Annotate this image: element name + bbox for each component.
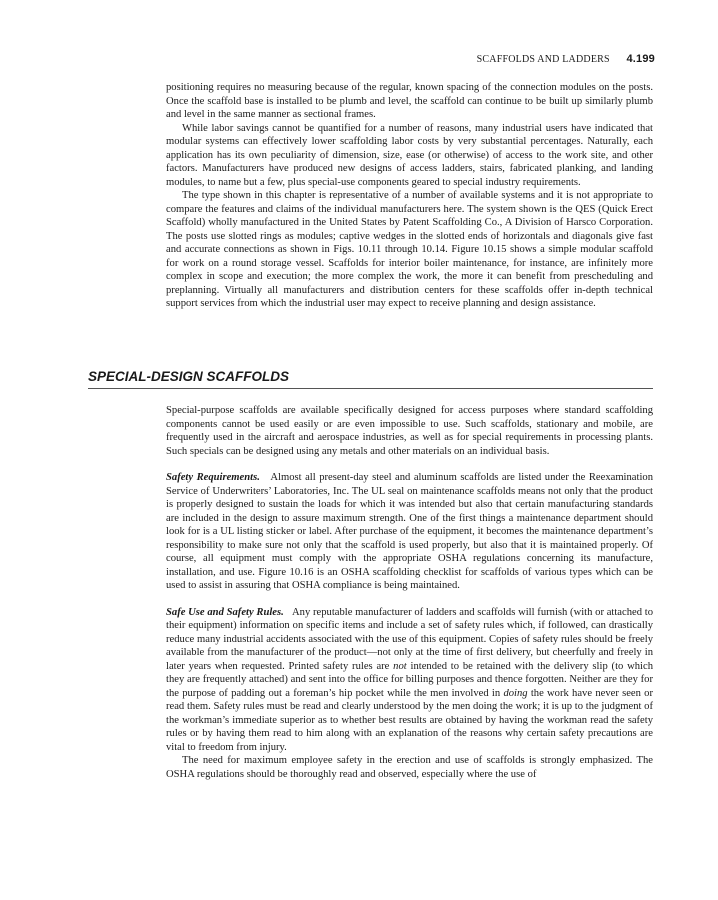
- paragraph-text: Any reputable manufacturer of ladders and scaffolds will furnish (with or attached to their equipment) information on specific items and include a set of safety rules which, if followed, can drastically reduce many industrial accidents associated with the use of this equipment. Copies of safety rules should be freely available from the manufacturer of the product—not only at the time of first delivery, but cheerfully and freely in later years when requested. Printed safety rules are: [166, 606, 653, 672]
- paragraph-text: the work have never seen or read them. Safety rules must be read and clearly understood by the men doing the work; it is up to the judgment of the workman’s immediate superior as to whether best results are obtained by having the workman read the safety rules or by having them read to him along with an explanation of the reasons why certain safety precautions are vital to freedom from injury.: [166, 687, 654, 753]
- paragraph: The type shown in this chapter is representative of a number of available systems and it is not appropriate to compare the features and claims of the individual manufacturers here. The system shown is the QES (Quick Erect Scaffold) wholly manufactured in the United States by Patent Scaffolding Co., A Division of Harsco Corporation. The posts use slotted rings as modules; captive wedges in the slotted ends of horizontals and diagonals give fast and accurate connections as shown in Figs. 10.11 through 10.14. Figure 10.15 shows a simple modular scaffold for work on a round storage vessel. Scaffolds for interior boiler maintenance, for instance, are infinitely more complex in scope and execution; the more complex the work, the more it can benefit from prescheduling and preplanning. Virtually all manufacturers and distribution centers for these scaffolds offer in-depth technical support services from which the industrial user may expect to receive planning and design assistance.: [166, 190, 653, 309]
- section-heading: SPECIAL-DESIGN SCAFFOLDS: [88, 369, 653, 389]
- page-number: 4.199: [626, 53, 655, 65]
- paragraph-safe-use: [166, 606, 653, 755]
- paragraph: The need for maximum employee safety in the erection and use of scaffolds is strongly emphasized. The OSHA regulations should be thoroughly read and observed, especially where the use of: [166, 755, 653, 780]
- paragraph: Special-purpose scaffolds are available specifically designed for access purposes where standard scaffolding components cannot be used easily or are even impossible to use. Such scaffolds, stationary and mobile, are frequently used in the aircraft and aerospace industries, as well as for special requirements in processing plants. Such specials can be designed using any metals and other materials on an individual basis.: [166, 405, 653, 457]
- runin-heading: Safe Use and Safety Rules.: [166, 606, 284, 618]
- paragraph: While labor savings cannot be quantified for a number of reasons, many industrial users have indicated that modular systems can effectively lower scaffolding labor costs by very substantial percentages. Naturally, each application has its own peculiarity of dimension, size, ease (or otherwise) of access to the work site, and other factors. Manufacturers have produced new designs of access ladders, stairs, fabricated planking, and landing modules, to name but a few, plus special-use components geared to special industry requirements.: [166, 122, 653, 188]
- running-header: [477, 53, 655, 65]
- paragraph: positioning requires no measuring because of the regular, known spacing of the connection modules on the posts. Once the scaffold base is installed to be plumb and level, the scaffold can continue to be built up similarly plumb and level in the same manner as sectional frames.: [166, 82, 653, 120]
- paragraph-safety-requirements: [166, 471, 653, 593]
- running-header-title: SCAFFOLDS AND LADDERS: [476, 54, 610, 65]
- paragraph-text: Almost all present-day steel and aluminum scaffolds are listed under the Reexamination Service of Underwriters’ Laboratories, Inc. The UL seal on maintenance scaffolds means not only that the product is properly designed to sustain the loads for which it was intended but also that certain manufacturing standards are included in the design to assure maximum strength. One of the first things a maintenance department should look for is a UL listing sticker or label. After purchase of the equipment, it becomes the maintenance department’s responsibility to make sure not only that the scaffold is used properly, but also that it is maintained properly. Of course, all equipment must comply with the appropriate OSHA regulations concerning its manufacture, installation, and use. Figure 10.16 is an OSHA scaffolding checklist for scaffolds of various types which can be used to assist in assuring that OSHA compliance is being maintained.: [166, 472, 653, 591]
- runin-heading: Safety Requirements.: [166, 472, 260, 483]
- paragraph-text: intended to be retained with the delivery slip (to which they are frequently attached) and sent into the office for billing purposes and thence forgotten. Neither are they for the purpose of padding out a foreman’s hip pocket while the men involved in: [166, 660, 653, 699]
- emphasis-text: doing: [503, 687, 528, 699]
- emphasis-text: not: [393, 660, 407, 672]
- section-text-block: [166, 404, 653, 781]
- intro-text-block: [166, 81, 653, 311]
